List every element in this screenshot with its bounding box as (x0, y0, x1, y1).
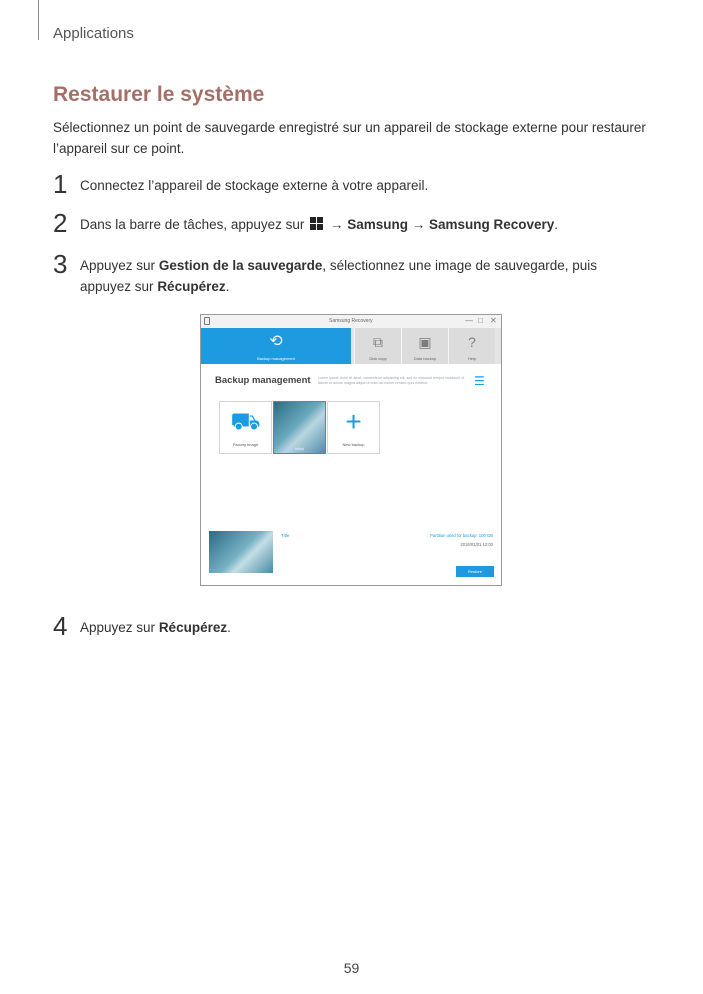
intro-paragraph: Sélectionnez un point de sauvegarde enregistré sur un appareil de stockage externe pour restaurer l’appareil sur ce point. (53, 120, 646, 156)
section-description: Lorem ipsum dolor sit amet, consectetur adipiscing elit, sed do eiusmod tempor incididunt ut labore et dolore magna aliqua ut enim ad minim veniam quis nostrud. (318, 376, 465, 385)
close-button[interactable]: ✕ (490, 316, 497, 325)
backup-title: Title (281, 533, 290, 538)
restore-icon: ⟲ (269, 333, 283, 350)
window-titlebar (201, 315, 501, 328)
help-icon: ? (468, 334, 476, 350)
step-number: 3 (53, 249, 68, 279)
minimize-button[interactable]: — (465, 316, 473, 325)
plus-icon: + (345, 406, 362, 437)
tab-data-backup[interactable] (401, 328, 448, 364)
backup-card-new[interactable] (327, 401, 380, 454)
menu-path-recuperez: Récupérez (158, 620, 228, 635)
section-label: Applications (53, 25, 134, 42)
step-text-part: Appuyez sur (80, 258, 156, 273)
tab-help[interactable] (448, 328, 495, 364)
tab-disk-copy[interactable] (354, 328, 401, 364)
step-number: 4 (53, 611, 68, 641)
card-label: Factory image (232, 442, 259, 447)
page-title: Restaurer le système (53, 83, 265, 106)
step-text-part: . (554, 217, 559, 232)
step-text-part: , sélectionnez une image de sauvegarde, puis appuyez sur (80, 258, 598, 294)
windows-icon (310, 217, 324, 231)
nav-bar (201, 328, 501, 364)
backup-detail (201, 525, 501, 586)
step-number: 2 (53, 208, 68, 238)
step-text (80, 214, 650, 235)
backup-card-factory[interactable] (219, 401, 272, 454)
disk-copy-icon: ⧉ (373, 334, 383, 350)
app-icon (204, 317, 210, 325)
tab-label: Disk copy (369, 356, 387, 361)
menu-path-samsung: Samsung (347, 217, 408, 232)
backup-thumbnail (209, 531, 273, 573)
step-text (80, 617, 650, 638)
menu-path-recuperez: Récupérez (157, 279, 226, 294)
list-view-icon[interactable]: ☰ (474, 374, 485, 388)
step-text: Connectez l’appareil de stockage externe à votre appareil. (80, 178, 429, 193)
tab-label: Data backup (413, 356, 437, 361)
page-number: 59 (343, 960, 360, 976)
step-text-part: Dans la barre de tâches, appuyez sur (80, 217, 305, 232)
step-text-part: Appuyez sur (80, 620, 156, 635)
tab-label: Help (467, 356, 477, 361)
step-text-part: . (227, 620, 231, 635)
data-backup-icon: ▣ (418, 334, 432, 350)
menu-path-gestion: Gestion de la sauvegarde (158, 258, 323, 273)
backup-card-initial[interactable] (273, 401, 326, 454)
header-divider (38, 0, 39, 40)
step-text (80, 255, 650, 297)
maximize-button[interactable]: □ (478, 316, 483, 325)
card-label: New backup (342, 442, 365, 447)
section-heading: Backup management (215, 375, 311, 386)
arrow-icon: → (411, 217, 426, 232)
window-title: Samsung Recovery (329, 318, 373, 324)
menu-path-recovery: Samsung Recovery (428, 217, 555, 232)
arrow-icon: → (329, 217, 344, 232)
tab-backup-management[interactable] (201, 328, 351, 364)
factory-image-icon: ⛟ (230, 408, 261, 435)
backup-info: Partition used for backup: 100 GB (430, 533, 493, 538)
restore-button[interactable]: Restore (456, 566, 494, 577)
card-label: Initial (294, 446, 305, 451)
app-screenshot (200, 314, 502, 586)
step-text-part: . (225, 279, 230, 294)
tab-label: Backup management (257, 356, 295, 361)
backup-date: 2016/01/01 12:00 (460, 542, 493, 547)
step-number: 1 (53, 169, 68, 199)
